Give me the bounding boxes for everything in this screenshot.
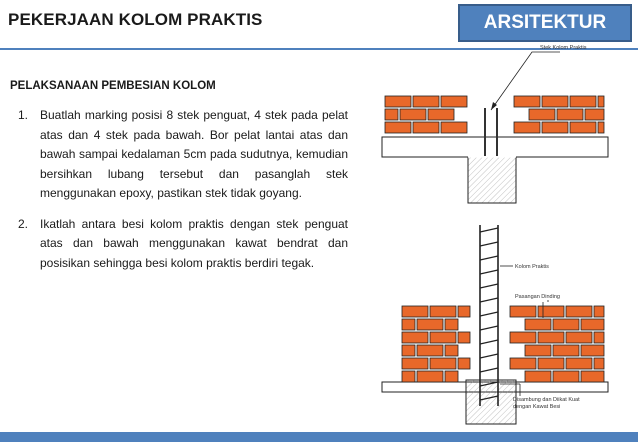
slab-beam xyxy=(468,157,516,203)
brick xyxy=(428,109,454,120)
brick xyxy=(529,109,555,120)
label-stek: Stek Kolom Praktis xyxy=(540,45,587,51)
brick xyxy=(441,96,467,107)
brick xyxy=(458,332,470,343)
brick xyxy=(417,319,443,330)
brick xyxy=(514,122,540,133)
brick xyxy=(525,319,551,330)
brick xyxy=(581,319,604,330)
brick xyxy=(542,122,568,133)
brick-wall-right xyxy=(514,96,604,133)
brick xyxy=(553,371,579,382)
stirrups xyxy=(480,228,498,400)
brick xyxy=(525,345,551,356)
stirrup xyxy=(480,312,498,316)
brick xyxy=(598,96,604,107)
stirrup xyxy=(480,326,498,330)
brick xyxy=(413,122,439,133)
stirrup xyxy=(480,228,498,232)
stirrup xyxy=(480,368,498,372)
brick xyxy=(445,371,458,382)
brick xyxy=(385,109,398,120)
brick xyxy=(594,332,604,343)
brick xyxy=(458,358,470,369)
brick xyxy=(430,332,456,343)
step-number: 2. xyxy=(18,216,29,231)
stirrup xyxy=(480,256,498,260)
brick xyxy=(385,122,411,133)
brick xyxy=(538,306,564,317)
foundation xyxy=(466,380,516,424)
brick xyxy=(514,96,540,107)
brick xyxy=(538,332,564,343)
stirrup xyxy=(480,270,498,274)
brick xyxy=(581,371,604,382)
label-dinding: Pasangan Dinding xyxy=(515,294,560,300)
page-title: PEKERJAAN KOLOM PRAKTIS xyxy=(8,10,263,29)
brick xyxy=(402,332,428,343)
brick xyxy=(570,122,596,133)
brick xyxy=(417,371,443,382)
footer-bar xyxy=(0,432,638,442)
brick xyxy=(566,306,592,317)
stirrup xyxy=(480,354,498,358)
brick xyxy=(413,96,439,107)
stirrup xyxy=(480,242,498,246)
steps-list xyxy=(18,106,348,284)
brick xyxy=(557,109,583,120)
brick-wall-left xyxy=(385,96,467,133)
stirrup xyxy=(480,284,498,288)
brick xyxy=(430,306,456,317)
stirrup xyxy=(480,298,498,302)
brick xyxy=(458,306,470,317)
brick-wall-left xyxy=(402,306,470,382)
brick xyxy=(566,358,592,369)
slab xyxy=(382,137,608,157)
brick xyxy=(441,122,467,133)
brick xyxy=(553,345,579,356)
brick xyxy=(581,345,604,356)
brick xyxy=(400,109,426,120)
brick xyxy=(525,371,551,382)
step-text: Ikatlah antara besi kolom praktis dengan stek penguat atas dan bawah menggunakan kawat bendrat dan posisikan sehingga besi kolom praktis berdiri tegak. xyxy=(40,216,348,270)
step-item xyxy=(18,215,348,274)
brick-wall-right xyxy=(510,306,604,382)
brick xyxy=(445,319,458,330)
brick xyxy=(402,345,415,356)
column-reinforcement-figure xyxy=(360,40,630,432)
brick xyxy=(402,319,415,330)
brick xyxy=(402,358,428,369)
brick xyxy=(417,345,443,356)
brick xyxy=(553,319,579,330)
brick xyxy=(510,306,536,317)
top-detail xyxy=(382,45,608,203)
label-kolom: Kolom Praktis xyxy=(515,264,549,270)
brick xyxy=(542,96,568,107)
brick xyxy=(585,109,604,120)
brick xyxy=(594,306,604,317)
brick xyxy=(445,345,458,356)
brick xyxy=(510,332,536,343)
brick xyxy=(402,306,428,317)
step-item xyxy=(18,106,348,204)
label-sambung-1: Disambung dan Diikat Kuat xyxy=(513,397,580,403)
step-text: Buatlah marking posisi 8 stek penguat, 4 stek pada pelat atas dan 4 stek pada bawah. Bor pelat lantai atas dan bawah sampai kedalaman 5cm pada sudutnya, kemudian bersihkan lubang tersebut dan pasanglah stek menggunakan epoxy, pastikan stek tidak goyang. xyxy=(40,108,348,200)
brick xyxy=(594,358,604,369)
brick xyxy=(402,371,415,382)
label-sambung-2: dengan Kawat Besi xyxy=(513,404,561,410)
brick xyxy=(430,358,456,369)
bottom-detail xyxy=(382,225,608,424)
brick xyxy=(598,122,604,133)
stirrup xyxy=(480,340,498,344)
category-badge: ARSITEKTUR xyxy=(458,4,632,42)
section-title: PELAKSANAAN PEMBESIAN KOLOM xyxy=(10,80,216,92)
brick xyxy=(510,358,536,369)
step-number: 1. xyxy=(18,108,29,122)
brick xyxy=(570,96,596,107)
brick xyxy=(566,332,592,343)
brick xyxy=(538,358,564,369)
brick xyxy=(385,96,411,107)
